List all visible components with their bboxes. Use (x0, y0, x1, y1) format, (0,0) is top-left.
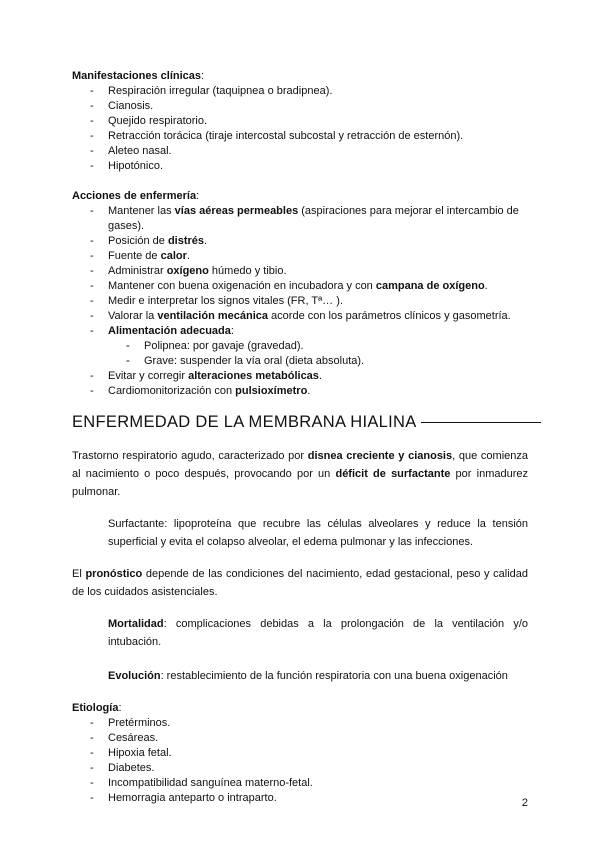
acciones-list (72, 204, 528, 399)
list-item: - Mantener con buena oxigenación en incubadora y con campana de oxígeno. (90, 279, 528, 294)
pronostico-paragraph: El pronóstico depende de las condiciones del nacimiento, edad gestacional, peso y calidad de los cuidados asistenciales. (72, 568, 528, 598)
list-item: - Cesáreas. (90, 731, 528, 746)
list-item: - Cianosis. (90, 99, 528, 114)
list-item: - Alimentación adecuada: - - Polipnea: por gavaje (gravedad). - - Grave: suspender la vía oral (dieta absoluta). (90, 324, 528, 369)
list-item: - Hemorragia anteparto o intraparto. (90, 791, 528, 806)
list-item: - Respiración irregular (taquipnea o bradipnea). (90, 84, 528, 99)
list-item: - Cardiomonitorización con pulsioxímetro. (90, 384, 528, 399)
mortalidad-paragraph: Mortalidad: complicaciones debidas a la prolongación de la ventilación y/o intubación. (108, 618, 528, 648)
sub-list-item: - - Grave: suspender la vía oral (dieta absoluta). (126, 354, 528, 369)
list-item: - Valorar la ventilación mecánica acorde con los parámetros clínicos y gasometría. (90, 309, 528, 324)
alimentacion-sublist (108, 339, 528, 369)
list-item: - Incompatibilidad sanguínea materno-fetal. (90, 776, 528, 791)
list-item: - Hipotónico. (90, 159, 528, 174)
list-item: - Medir e interpretar los signos vitales (FR, Tª… ). (90, 294, 528, 309)
sub-list-item: - - Polipnea: por gavaje (gravedad). (126, 339, 528, 354)
manifestaciones-list (72, 84, 528, 174)
etiologia-list (72, 716, 528, 806)
intro-paragraph: Trastorno respiratorio agudo, caracterizado por disnea creciente y cianosis, que comienza al nacimiento o poco después, provocando por un déficit de surfactante por inmadurez pulmonar. (72, 450, 528, 498)
manifestaciones-heading: Manifestaciones clínicas: (72, 70, 205, 82)
list-item: - Pretérminos. (90, 716, 528, 731)
list-item: - Mantener las vías aéreas permeables (aspiraciones para mejorar el intercambio de gases). (90, 204, 528, 234)
list-item: - Fuente de calor. (90, 249, 528, 264)
title-rule (421, 422, 541, 423)
document-page (72, 69, 528, 806)
acciones-heading: Acciones de enfermería: (72, 190, 200, 202)
list-item: - Quejido respiratorio. (90, 114, 528, 129)
list-item: - Retracción torácica (tiraje intercostal subcostal y retracción de esternón). (90, 129, 528, 144)
page-number: 2 (521, 797, 528, 809)
surfactante-paragraph: Surfactante: lipoproteína que recubre las células alveolares y reduce la tensión superficial y evita el colapso alveolar, el edema pulmonar y las infecciones. (108, 518, 528, 548)
evolucion-paragraph: Evolución: restablecimiento de la función respiratoria con una buena oxigenación (108, 670, 508, 682)
list-item: - Hipoxia fetal. (90, 746, 528, 761)
list-item: - Aleteo nasal. (90, 144, 528, 159)
list-item: - Evitar y corregir alteraciones metabólicas. (90, 369, 528, 384)
list-item: - Posición de distrés. (90, 234, 528, 249)
section-title: ENFERMEDAD DE LA MEMBRANA HIALINA (72, 411, 528, 433)
list-item: - Administrar oxígeno húmedo y tibio. (90, 264, 528, 279)
list-item: - Diabetes. (90, 761, 528, 776)
etiologia-heading: Etiología: (72, 702, 122, 714)
